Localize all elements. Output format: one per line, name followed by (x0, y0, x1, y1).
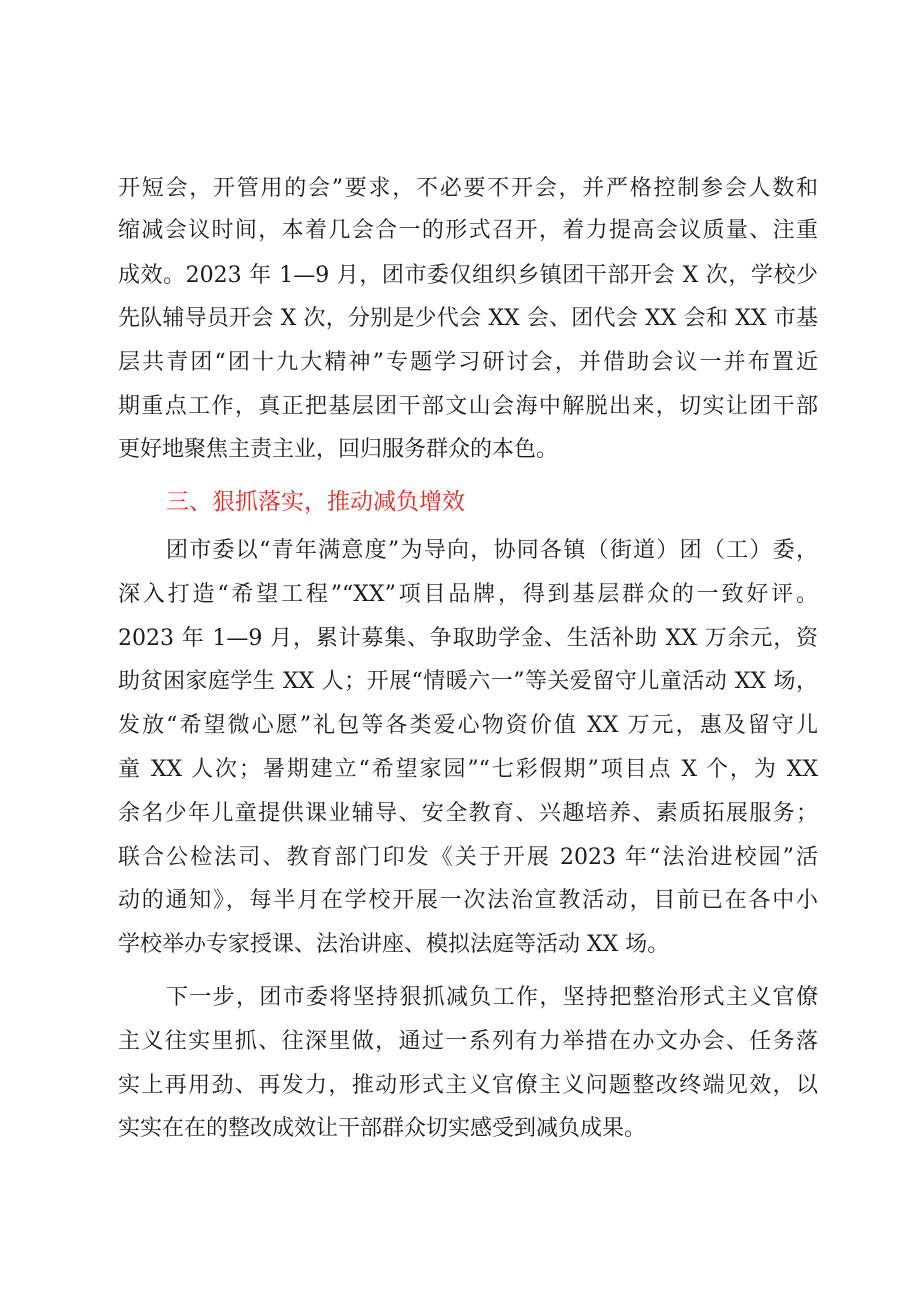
para2-line-4: 助贫困家庭学生 XX 人；开展“情暖六一”等关爱留守儿童活动 XX 场， (118, 669, 818, 694)
para2-line-5: 发放“希望微心愿”礼包等各类爱心物资价值 XX 万元，惠及留守儿 (118, 713, 818, 738)
para2-line-9: 动的通知》，每半月在学校开展一次法治宣教活动，目前已在各中小 (118, 888, 818, 913)
para1-line-7: 更好地聚焦主责主业，回归服务群众的本色。 (118, 437, 559, 462)
para2-line-2: 深入打造“希望工程”“XX”项目品牌，得到基层群众的一致好评。 (118, 582, 818, 607)
para2-line-3: 2023 年 1—9 月，累计募集、争取助学金、生活补助 XX 万余元，资 (118, 626, 818, 651)
para3-line-2: 主义往实里抓、往深里做，通过一系列有力举措在办文办会、任务落 (118, 1029, 818, 1054)
para1-line-1: 开短会，开管用的会”要求，不必要不开会，并严格控制参会人数和 (118, 176, 818, 201)
para3-line-1: 下一步，团市委将坚持狠抓减负工作，坚持把整治形式主义官僚 (166, 985, 818, 1010)
para2-line-1: 团市委以“青年满意度”为导向，协同各镇（街道）团（工）委， (166, 538, 818, 563)
para2-line-6: 童 XX 人次；暑期建立“希望家园”“七彩假期”项目点 X 个，为 XX (118, 757, 818, 782)
para1-line-4: 先队辅导员开会 X 次，分别是少代会 XX 会、团代会 XX 会和 XX 市基 (118, 306, 818, 331)
para1-line-5: 层共青团“团十九大精神”专题学习研讨会，并借助会议一并布置近 (118, 350, 818, 375)
para2-line-7: 余名少年儿童提供课业辅导、安全教育、兴趣培养、素质拓展服务； (118, 801, 818, 826)
para3-line-4: 实实在在的整改成效让干部群众切实感受到减负成果。 (118, 1116, 647, 1141)
para3-line-3: 实上再用劲、再发力，推动形式主义官僚主义问题整改终端见效，以 (118, 1073, 818, 1098)
para1-line-2: 缩减会议时间，本着几会合一的形式召开，着力提高会议质量、注重 (118, 218, 818, 243)
para2-line-10: 学校举办专家授课、法治讲座、模拟法庭等活动 XX 场。 (118, 932, 670, 957)
para1-line-6: 期重点工作，真正把基层团干部文山会海中解脱出来，切实让团干部 (118, 394, 818, 419)
para1-line-3: 成效。2023 年 1—9 月，团市委仅组织乡镇团干部开会 X 次，学校少 (118, 263, 818, 288)
para2-line-8: 联合公检法司、教育部门印发《关于开展 2023 年“法治进校园”活 (118, 845, 818, 870)
section-heading: 三、狠抓落实，推动减负增效 (166, 489, 465, 515)
